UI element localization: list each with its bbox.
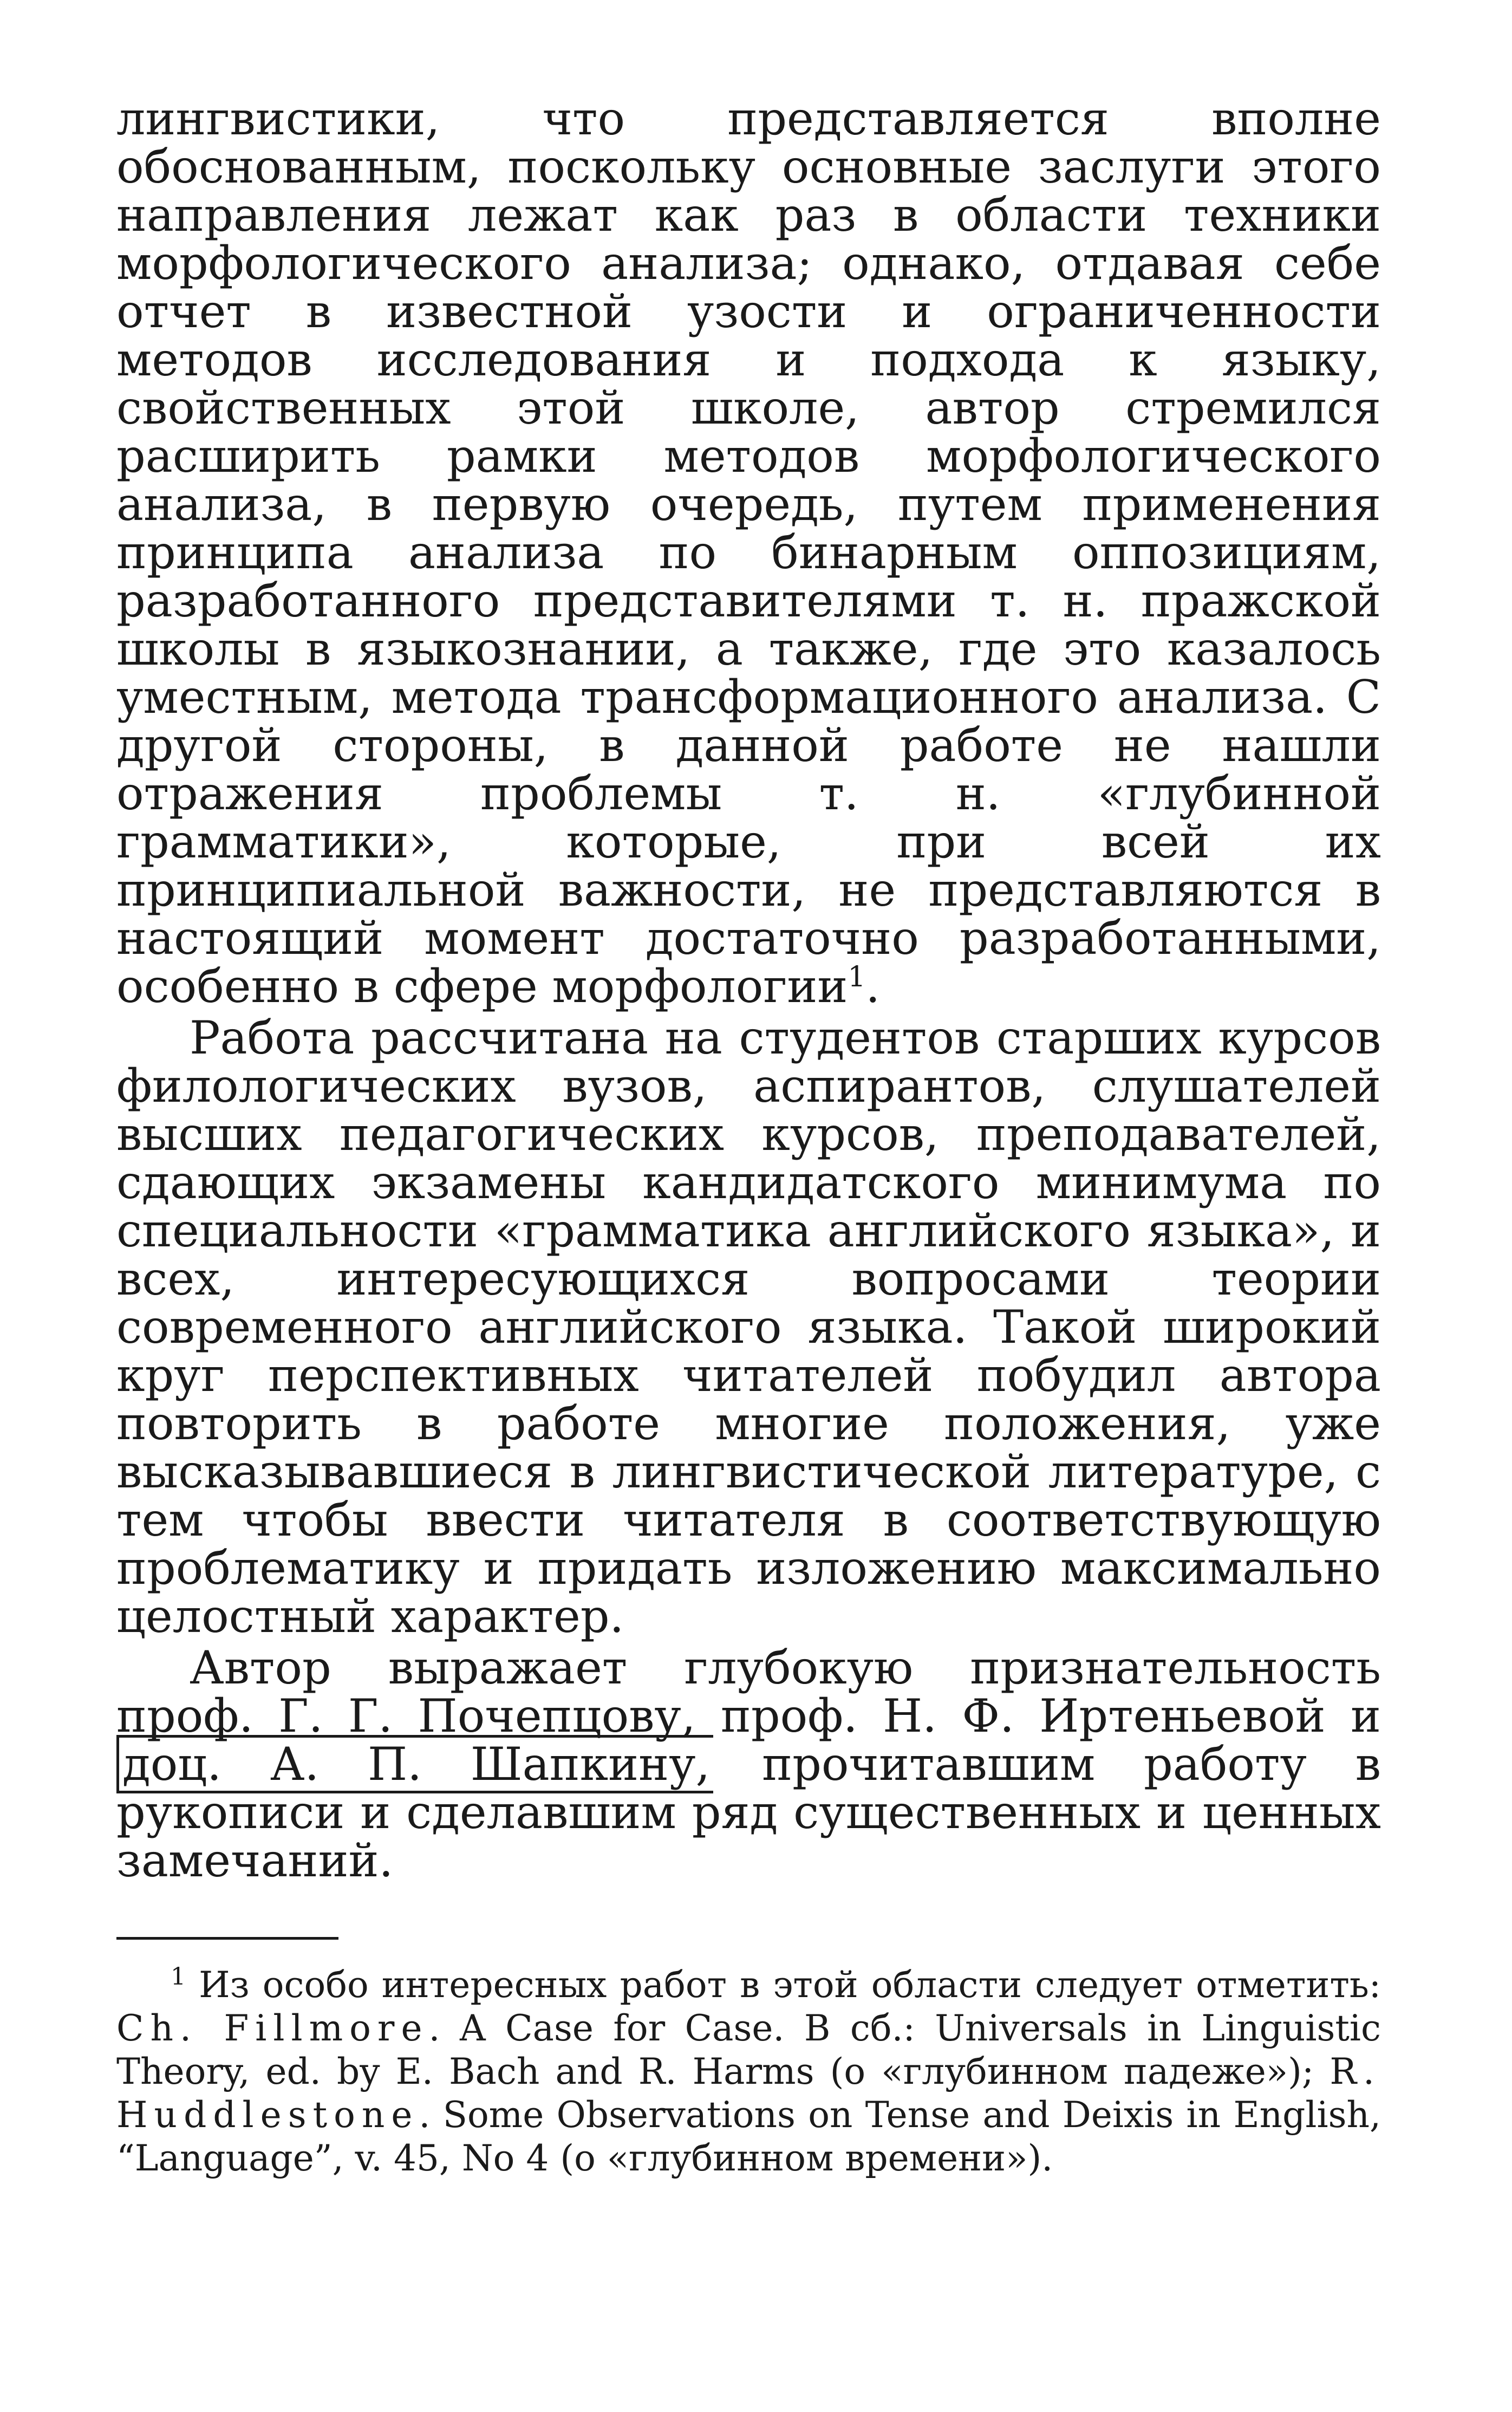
acknowledgements-end: прочитавшим работу в рукописи и сделавшим ряд существенных и ценных замечаний. (116, 1738, 1381, 1887)
footnote-text-a: Из особо интересных работ в этой области следует отметить: (199, 1964, 1381, 2006)
paragraph-methods (116, 92, 1381, 1013)
paragraph-methods-text: лингвистики, что представляется вполне обоснованным, поскольку основные заслуги этого направления лежат как раз в области техники морфологического анализа; однако, отдавая себе отчет в известной узости и ограниченности методов исследования и подхода к языку, свойственных этой школе, автор стремился расширить рамки методов морфологического анализа, в первую очередь, путем применения принципа анализа по бинарным оппозициям, разработанного представителями т. н. пражской школы в языкознании, а также, где это казалось уместным, метода трансформационного анализа. С другой стороны, в данной работе не нашли отражения проблемы т. н. «глубинной грамматики», которые, при всей их принципиальной важности, не представляются в настоящий момент достаточно разработанными, особенно в сфере морфологии (116, 92, 1381, 1013)
footnote-mark: 1 (171, 1963, 186, 1991)
footnote (116, 1964, 1381, 2180)
acknowledgements-start: Автор выражает глубокую признательность проф. Г. Г. Почепцову, проф. Н. Ф. Иртеньевой и (116, 1641, 1381, 1743)
footnote-divider (116, 1937, 338, 1940)
footnote-author-fillmore: Ch. Fillmore (116, 2007, 429, 2049)
paragraph-audience: Работа рассчитана на студентов старших курсов филологических вузов, аспирантов, слушателей высших педагогических курсов, преподавателей, сдающих экзамены кандидатского минимума по специальности «грамматика английского языка», и всех, интересующихся вопросами теории современного английского языка. Такой широкий круг перспективных читателей побудил автора повторить в работе многие положения, уже высказывавшиеся в лингвистической литературе, с тем чтобы ввести читателя в соответствующую проблематику и придать изложению максимально целостный характер. (116, 1011, 1381, 1643)
footnote-reference: 1 (848, 961, 866, 993)
boxed-name: доц. А. П. Шапкину, (116, 1735, 713, 1793)
footnote-text-b: . A Case for Case. В сб.: Universals in Linguistic Theory, ed. by E. Bach and R. Harms (о «глубинном падеже»); (116, 2007, 1381, 2092)
book-page (116, 92, 1381, 2180)
paragraph-acknowledgements (116, 1641, 1381, 1887)
paragraph-methods-end: . (865, 960, 881, 1013)
footnote-text-c: . Some Observations on Tense and Deixis in English, “Language”, v. 45, No 4 (о «глубинном времени»). (116, 2094, 1381, 2179)
footnote-author-huddlestone: R. Huddlestone (116, 2051, 1381, 2136)
